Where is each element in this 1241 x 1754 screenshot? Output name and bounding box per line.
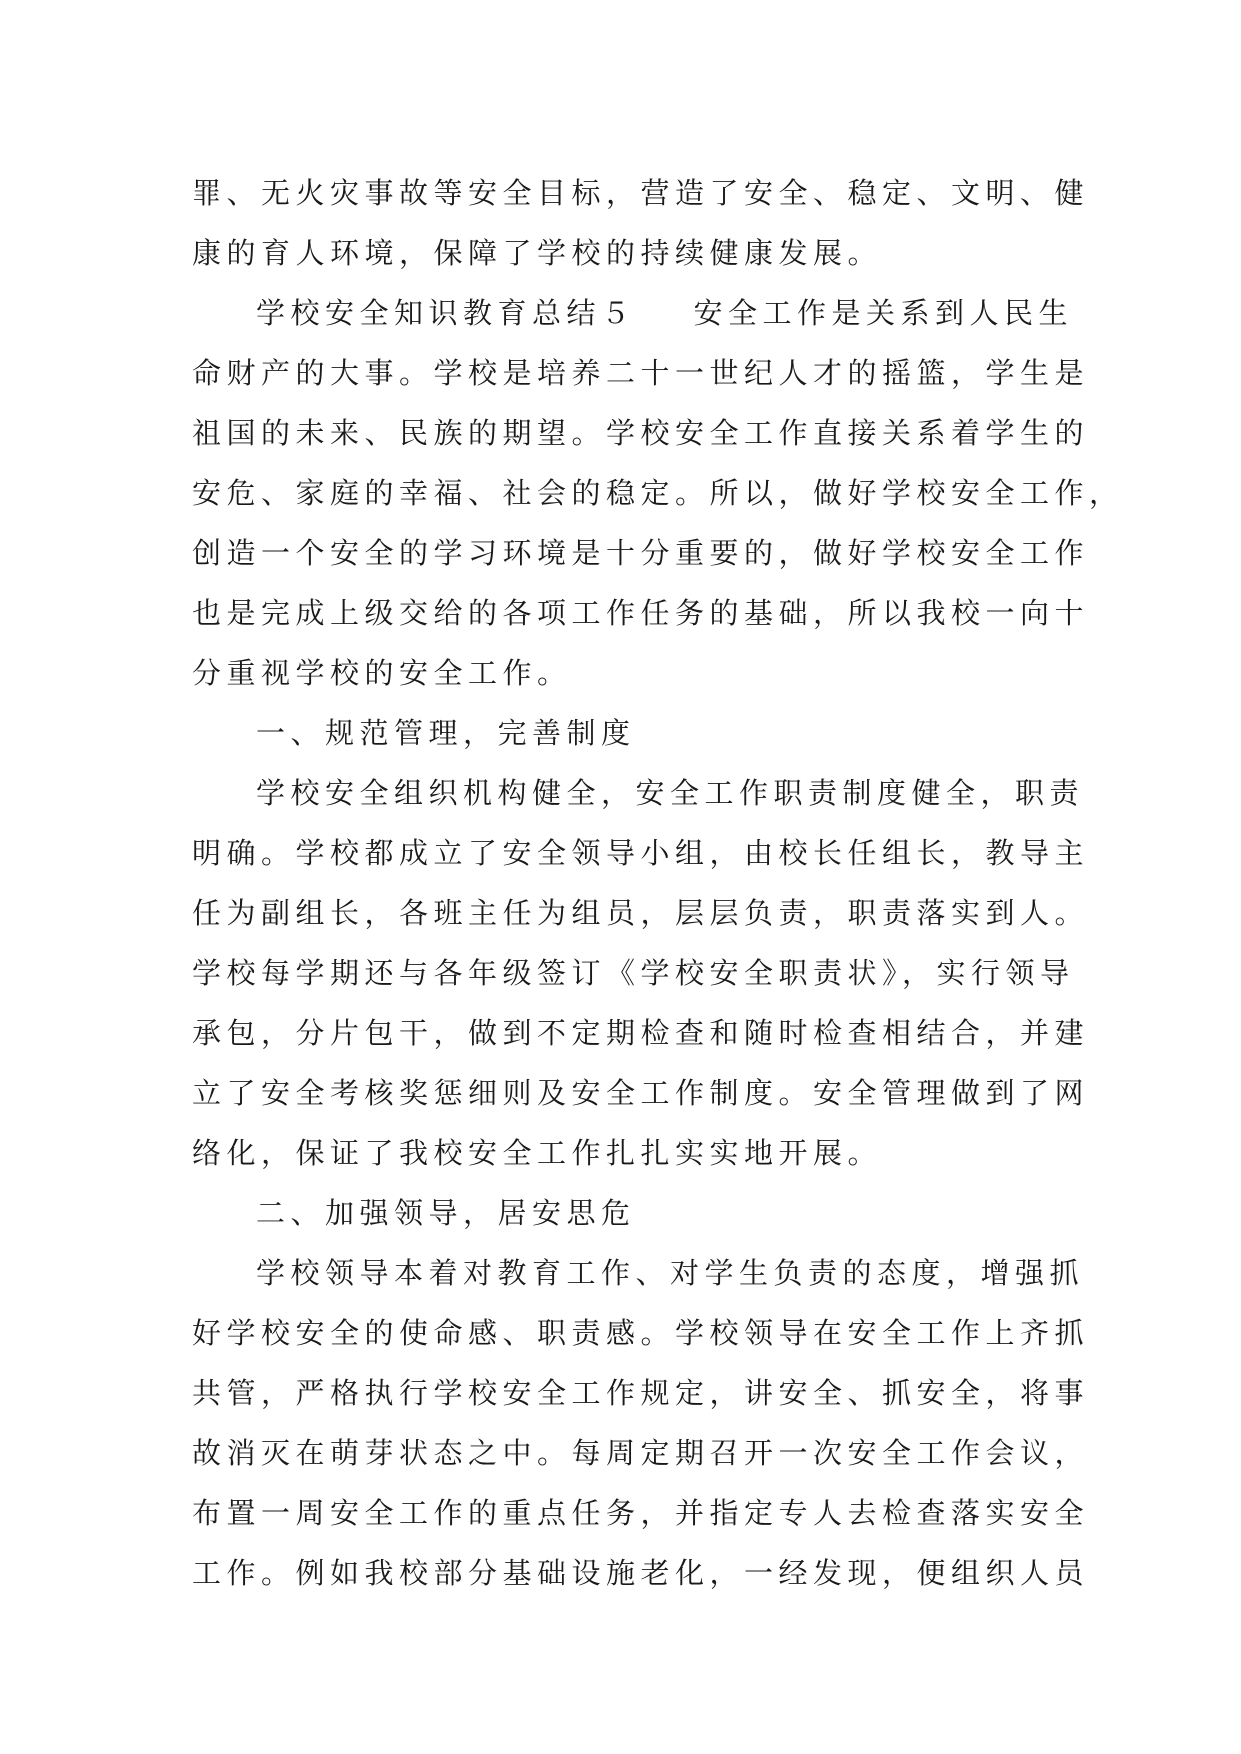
- heading-line: 一、规范管理，完善制度: [256, 716, 636, 750]
- text-line: 康的育人环境，保障了学校的持续健康发展。: [192, 236, 883, 270]
- text-line: 祖国的未来、民族的期望。学校安全工作直接关系着学生的: [192, 416, 1090, 450]
- text-line: 共管，严格执行学校安全工作规定，讲安全、抓安全，将事: [192, 1376, 1090, 1410]
- text-line: 学校领导本着对教育工作、对学生负责的态度，增强抓: [256, 1256, 1085, 1290]
- text-line: 络化，保证了我校安全工作扎扎实实地开展。: [192, 1136, 883, 1170]
- text-line: 分重视学校的安全工作。: [192, 656, 572, 690]
- text-line: 创造一个安全的学习环境是十分重要的，做好学校安全工作: [192, 536, 1090, 570]
- text-fragment: 安全工作是关系到人民生: [693, 296, 1074, 330]
- text-line: 命财产的大事。学校是培养二十一世纪人才的摇篮，学生是: [192, 356, 1090, 390]
- text-line: 故消灭在萌芽状态之中。每周定期召开一次安全工作会议，: [192, 1436, 1090, 1470]
- text-line: 明确。学校都成立了安全领导小组，由校长任组长，教导主: [192, 836, 1090, 870]
- text-line: 安危、家庭的幸福、社会的稳定。所以，做好学校安全工作，: [192, 476, 1124, 510]
- section-title-line: [192, 283, 1074, 343]
- text-line: 好学校安全的使命感、职责感。学校领导在安全工作上齐抓: [192, 1316, 1090, 1350]
- section-title: 学校安全知识教育总结５: [256, 296, 636, 330]
- document-body: [192, 163, 1124, 1603]
- text-line: 立了安全考核奖惩细则及安全工作制度。安全管理做到了网: [192, 1076, 1090, 1110]
- text-line: 布置一周安全工作的重点任务，并指定专人去检查落实安全: [192, 1496, 1090, 1530]
- text-line: 罪、无火灾事故等安全目标，营造了安全、稳定、文明、健: [192, 176, 1090, 210]
- heading-line: 二、加强领导，居安思危: [256, 1196, 636, 1230]
- text-line: 任为副组长，各班主任为组员，层层负责，职责落实到人。: [192, 896, 1090, 930]
- text-line: 也是完成上级交给的各项工作任务的基础，所以我校一向十: [192, 596, 1090, 630]
- text-line: 承包，分片包干，做到不定期检查和随时检查相结合，并建: [192, 1016, 1090, 1050]
- text-line: 工作。例如我校部分基础设施老化，一经发现，便组织人员: [192, 1556, 1090, 1590]
- text-line: 学校安全组织机构健全，安全工作职责制度健全，职责: [256, 776, 1085, 810]
- text-line: 学校每学期还与各年级签订《学校安全职责状》，实行领导: [192, 956, 1075, 990]
